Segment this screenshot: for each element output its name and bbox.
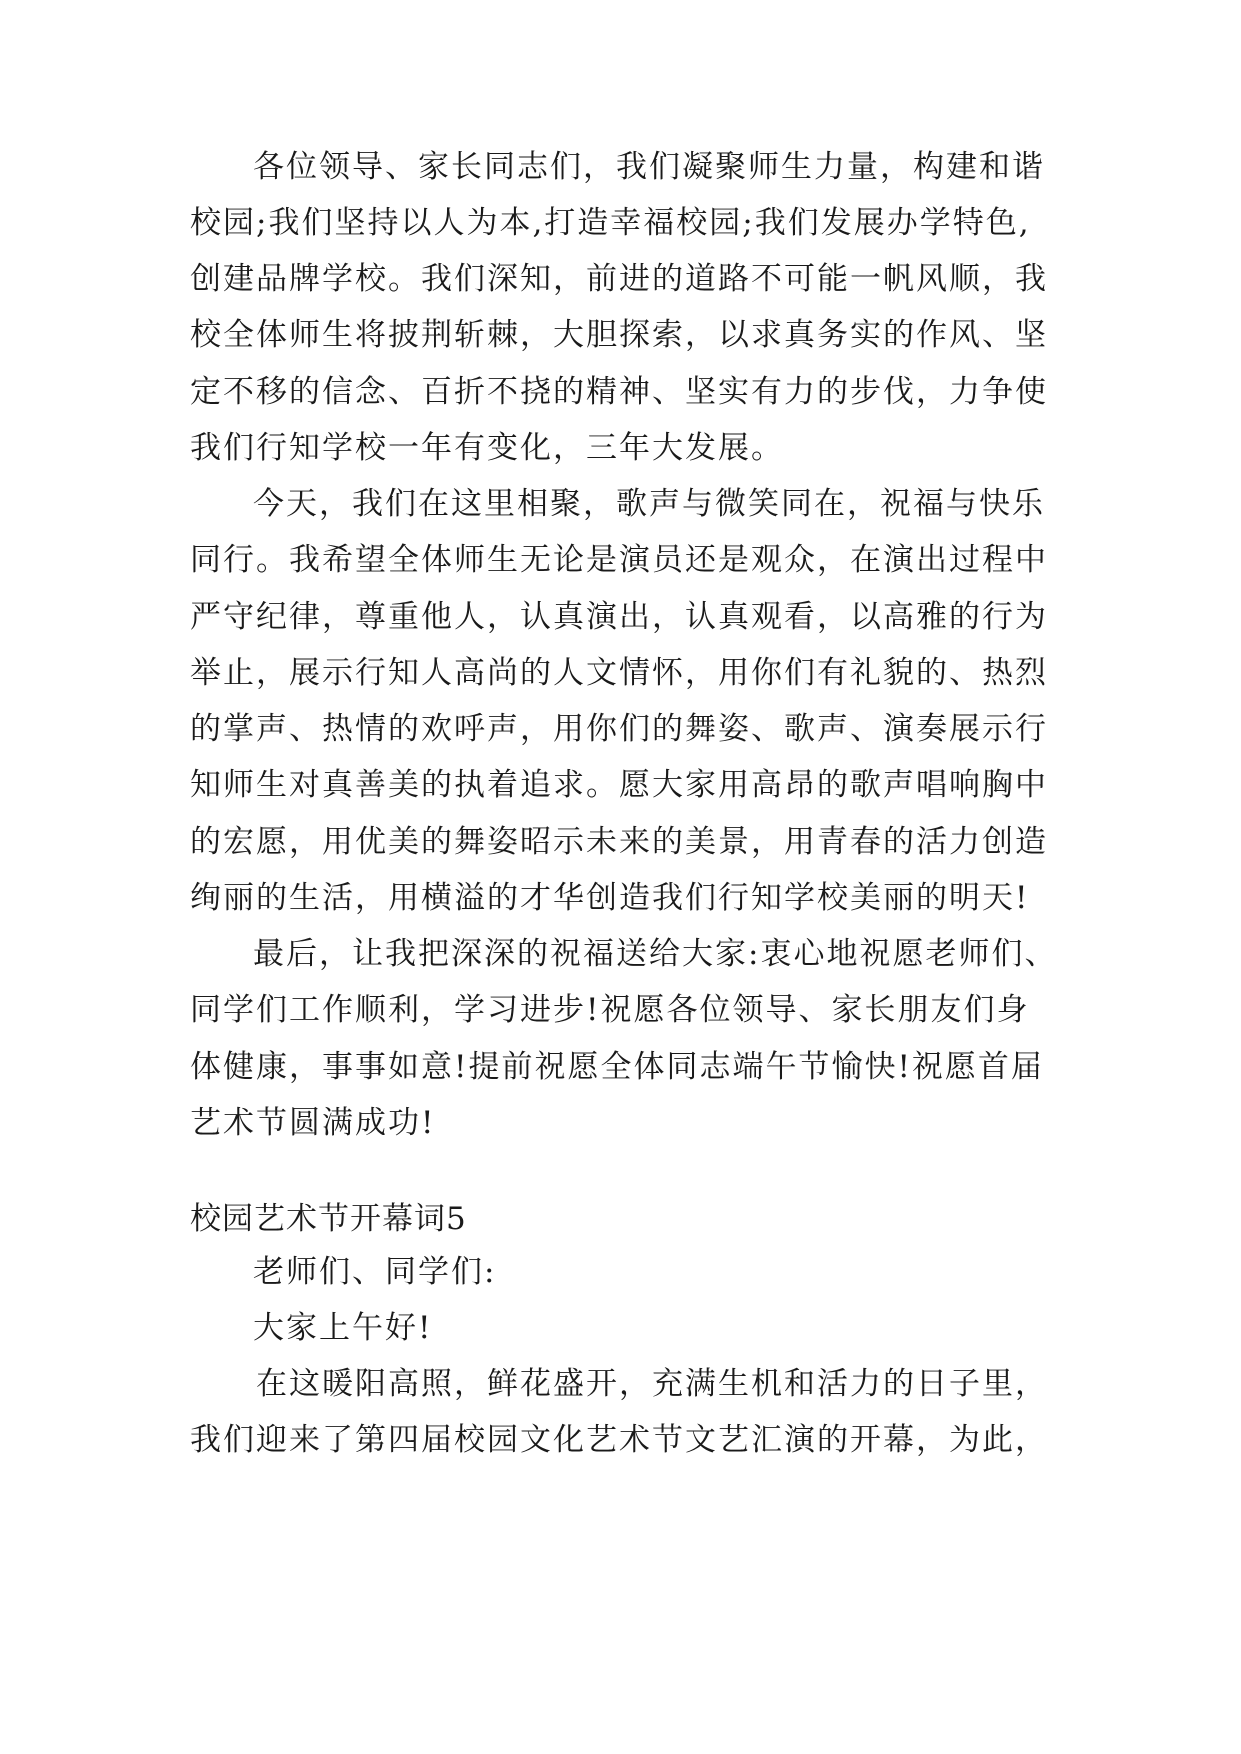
paragraph-1-line-5: 定不移的信念、百折不挠的精神、坚实有力的步伐，力争使 bbox=[190, 374, 1048, 410]
paragraph-4-line-1: 在这暖阳高照，鲜花盛开，充满生机和活力的日子里， bbox=[256, 1366, 1048, 1402]
paragraph-2-line-2: 同行。我希望全体师生无论是演员还是观众，在演出过程中 bbox=[190, 542, 1048, 578]
paragraph-2-line-1: 今天，我们在这里相聚，歌声与微笑同在，祝福与快乐 bbox=[253, 486, 1045, 522]
morning-greeting: 大家上午好! bbox=[253, 1310, 433, 1346]
paragraph-2-line-4: 举止，展示行知人高尚的人文情怀，用你们有礼貌的、热烈 bbox=[190, 655, 1048, 691]
paragraph-2-line-7: 的宏愿，用优美的舞姿昭示未来的美景，用青春的活力创造 bbox=[190, 824, 1048, 860]
paragraph-2-line-3: 严守纪律，尊重他人，认真演出，认真观看，以高雅的行为 bbox=[190, 599, 1048, 635]
paragraph-1-line-3: 创建品牌学校。我们深知，前进的道路不可能一帆风顺，我 bbox=[190, 261, 1048, 297]
paragraph-2-line-6: 知师生对真善美的执着追求。愿大家用高昂的歌声唱响胸中 bbox=[190, 767, 1048, 803]
greeting: 老师们、同学们: bbox=[253, 1254, 497, 1290]
paragraph-3-line-4: 艺术节圆满成功! bbox=[190, 1105, 436, 1141]
paragraph-3-line-2: 同学们工作顺利，学习进步!祝愿各位领导、家长朋友们身 bbox=[190, 992, 1030, 1028]
paragraph-1-line-1: 各位领导、家长同志们，我们凝聚师生力量，构建和谐 bbox=[253, 149, 1045, 185]
paragraph-2-line-8: 绚丽的生活，用横溢的才华创造我们行知学校美丽的明天! bbox=[190, 880, 1030, 916]
paragraph-3-line-1: 最后，让我把深深的祝福送给大家:衷心地祝愿老师们、 bbox=[253, 936, 1058, 972]
section-title: 校园艺术节开幕词5 bbox=[190, 1201, 467, 1237]
paragraph-1-line-6: 我们行知学校一年有变化，三年大发展。 bbox=[190, 430, 784, 466]
paragraph-1-line-4: 校全体师生将披荆斩棘，大胆探索，以求真务实的作风、坚 bbox=[190, 317, 1048, 353]
paragraph-2-line-5: 的掌声、热情的欢呼声，用你们的舞姿、歌声、演奏展示行 bbox=[190, 711, 1048, 747]
paragraph-4-line-2: 我们迎来了第四届校园文化艺术节文艺汇演的开幕，为此， bbox=[190, 1422, 1048, 1458]
paragraph-1-line-2: 校园;我们坚持以人为本,打造幸福校园;我们发展办学特色, bbox=[190, 205, 1031, 241]
paragraph-3-line-3: 体健康，事事如意!提前祝愿全体同志端午节愉快!祝愿首届 bbox=[190, 1049, 1044, 1085]
